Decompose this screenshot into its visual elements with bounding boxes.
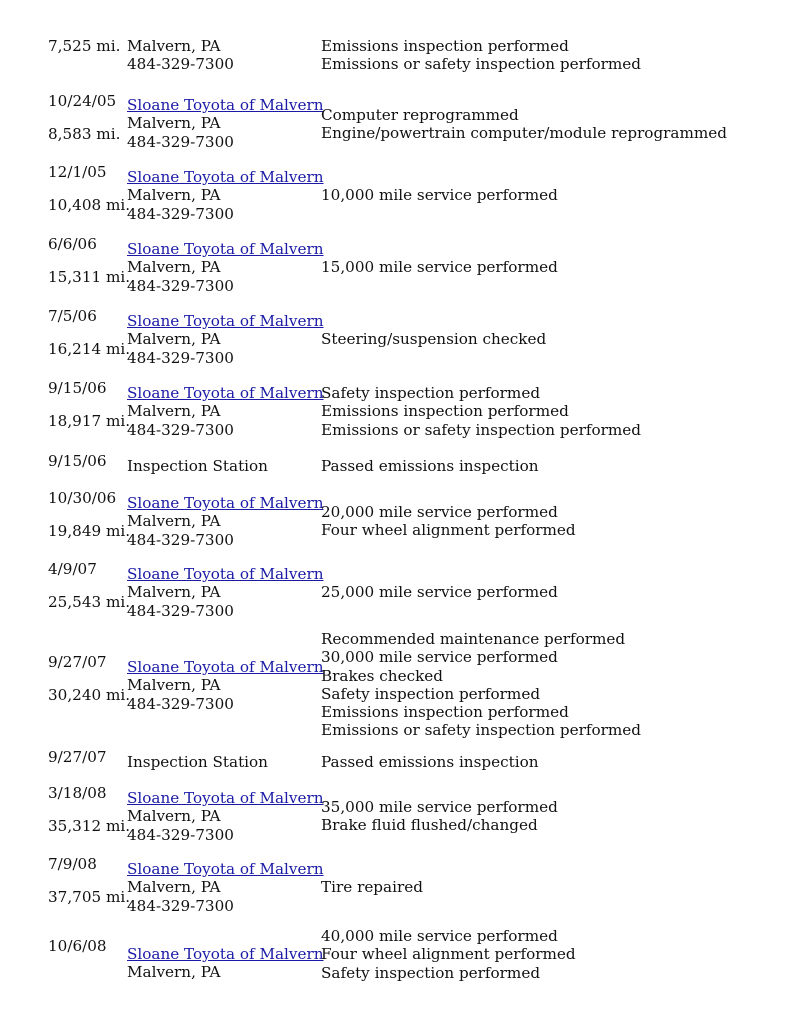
dealer-link[interactable]: Sloane Toyota of Malvern — [127, 312, 324, 330]
service-item: 30,000 mile service performed — [321, 648, 558, 667]
service-item: Safety inspection performed — [321, 684, 541, 703]
record-services-col — [321, 384, 761, 439]
record-phone: 484-329-7300 — [127, 694, 234, 713]
record-services-col — [321, 630, 761, 740]
record-date: 12/1/05 — [48, 163, 107, 181]
service-item: Emissions or safety inspection performed — [321, 721, 642, 740]
record-location: Malvern, PA — [127, 963, 221, 982]
record-services-col — [321, 927, 761, 982]
dealer-link[interactable]: Sloane Toyota of Malvern — [127, 658, 324, 676]
service-item: Recommended maintenance performed — [321, 630, 626, 648]
record-phone: 484-329-7300 — [127, 601, 234, 620]
record-source-col — [127, 457, 327, 475]
record-services-col — [321, 106, 761, 143]
dealer-link[interactable]: Sloane Toyota of Malvern — [127, 789, 324, 807]
record-left-col — [48, 37, 128, 55]
record-phone: 484-329-7300 — [127, 530, 234, 549]
dealer-link[interactable]: Sloane Toyota of Malvern — [127, 96, 324, 114]
service-item: Steering/suspension checked — [321, 330, 547, 348]
record-source-col — [127, 96, 327, 151]
record-date: 6/6/06 — [48, 235, 97, 253]
record-source-col — [127, 860, 327, 915]
record-services-col — [321, 503, 761, 540]
record-source-col — [127, 384, 327, 439]
record-mileage: 30,240 mi. — [48, 686, 131, 704]
record-services-col — [321, 186, 761, 204]
record-location: Malvern, PA — [127, 37, 221, 55]
record-location: Malvern, PA — [127, 807, 221, 826]
service-item: Engine/powertrain computer/module reprogrammed — [321, 124, 727, 143]
record-services-col — [321, 330, 761, 348]
dealer-link[interactable]: Sloane Toyota of Malvern — [127, 494, 324, 512]
record-date: 7/9/08 — [48, 855, 97, 873]
record-date: 9/27/07 — [48, 653, 107, 671]
record-phone: 484-329-7300 — [127, 276, 234, 295]
service-item: Four wheel alignment performed — [321, 945, 576, 964]
record-mileage: 8,583 mi. — [48, 125, 121, 143]
record-phone: 484-329-7300 — [127, 348, 234, 367]
record-date: 10/30/06 — [48, 489, 117, 507]
record-phone: 484-329-7300 — [127, 420, 234, 439]
record-source-col — [127, 945, 327, 982]
record-location: Malvern, PA — [127, 258, 221, 277]
record-mileage: 37,705 mi. — [48, 888, 131, 906]
record-location: Malvern, PA — [127, 114, 221, 133]
record-location: Malvern, PA — [127, 186, 221, 205]
service-item: Four wheel alignment performed — [321, 521, 576, 540]
service-item: 15,000 mile service performed — [321, 258, 558, 276]
record-mileage: 25,543 mi. — [48, 593, 131, 611]
record-source-col — [127, 37, 327, 74]
record-source-col — [127, 312, 327, 367]
record-phone: 484-329-7300 — [127, 55, 234, 74]
dealer-link[interactable]: Sloane Toyota of Malvern — [127, 565, 324, 583]
service-item: 20,000 mile service performed — [321, 503, 558, 521]
record-source-col — [127, 168, 327, 223]
record-mileage: 18,917 mi. — [48, 412, 131, 430]
record-date: 10/24/05 — [48, 92, 117, 110]
service-item: Tire repaired — [321, 878, 423, 896]
record-mileage: 16,214 mi. — [48, 340, 131, 358]
record-date: 9/15/06 — [48, 452, 107, 470]
service-item: Emissions inspection performed — [321, 37, 569, 55]
record-date: 9/15/06 — [48, 379, 107, 397]
record-date: 10/6/08 — [48, 937, 107, 955]
service-item: Passed emissions inspection — [321, 753, 539, 771]
service-item: 10,000 mile service performed — [321, 186, 558, 204]
record-source-col — [127, 753, 327, 771]
record-phone: 484-329-7300 — [127, 896, 234, 915]
record-location: Malvern, PA — [127, 583, 221, 602]
record-source-col — [127, 240, 327, 295]
record-source-col — [127, 658, 327, 713]
record-services-col — [321, 583, 761, 601]
service-item: Emissions or safety inspection performed — [321, 55, 642, 74]
record-date: 4/9/07 — [48, 560, 97, 578]
record-source-col — [127, 565, 327, 620]
dealer-link[interactable]: Sloane Toyota of Malvern — [127, 168, 324, 186]
record-location: Malvern, PA — [127, 330, 221, 349]
record-location: Malvern, PA — [127, 512, 221, 531]
dealer-link[interactable]: Sloane Toyota of Malvern — [127, 945, 324, 963]
service-item: 35,000 mile service performed — [321, 798, 558, 816]
record-services-col — [321, 878, 761, 896]
service-item: Emissions or safety inspection performed — [321, 420, 642, 439]
record-source-col — [127, 494, 327, 549]
record-date: 3/18/08 — [48, 784, 107, 802]
record-services-col — [321, 258, 761, 276]
dealer-link[interactable]: Sloane Toyota of Malvern — [127, 240, 324, 258]
record-mileage: 35,312 mi. — [48, 817, 131, 835]
record-mileage: 19,849 mi. — [48, 522, 131, 540]
service-item: Passed emissions inspection — [321, 457, 539, 475]
record-mileage: 10,408 mi. — [48, 196, 131, 214]
record-date: 7/5/06 — [48, 307, 97, 325]
service-item: Safety inspection performed — [321, 384, 541, 402]
record-services-col — [321, 457, 761, 475]
service-item: 25,000 mile service performed — [321, 583, 558, 601]
service-item: Safety inspection performed — [321, 963, 541, 982]
record-phone: 484-329-7300 — [127, 825, 234, 844]
record-mileage: 15,311 mi. — [48, 268, 131, 286]
service-item: Brakes checked — [321, 666, 443, 685]
inspection-station: Inspection Station — [127, 753, 268, 771]
service-item: Computer reprogrammed — [321, 106, 519, 124]
record-source-col — [127, 789, 327, 844]
service-item: Brake fluid flushed/changed — [321, 816, 538, 835]
record-services-col — [321, 753, 761, 771]
record-phone: 484-329-7300 — [127, 204, 234, 223]
record-location: Malvern, PA — [127, 676, 221, 695]
record-phone: 484-329-7300 — [127, 132, 234, 151]
service-item: Emissions inspection performed — [321, 402, 569, 421]
record-location: Malvern, PA — [127, 878, 221, 897]
dealer-link[interactable]: Sloane Toyota of Malvern — [127, 384, 324, 402]
record-services-col — [321, 37, 761, 74]
record-date: 9/27/07 — [48, 748, 107, 766]
record-location: Malvern, PA — [127, 402, 221, 421]
record-services-col — [321, 798, 761, 835]
inspection-station: Inspection Station — [127, 457, 268, 475]
dealer-link[interactable]: Sloane Toyota of Malvern — [127, 860, 324, 878]
record-mileage: 7,525 mi. — [48, 37, 121, 55]
service-item: 40,000 mile service performed — [321, 927, 558, 945]
service-item: Emissions inspection performed — [321, 703, 569, 722]
